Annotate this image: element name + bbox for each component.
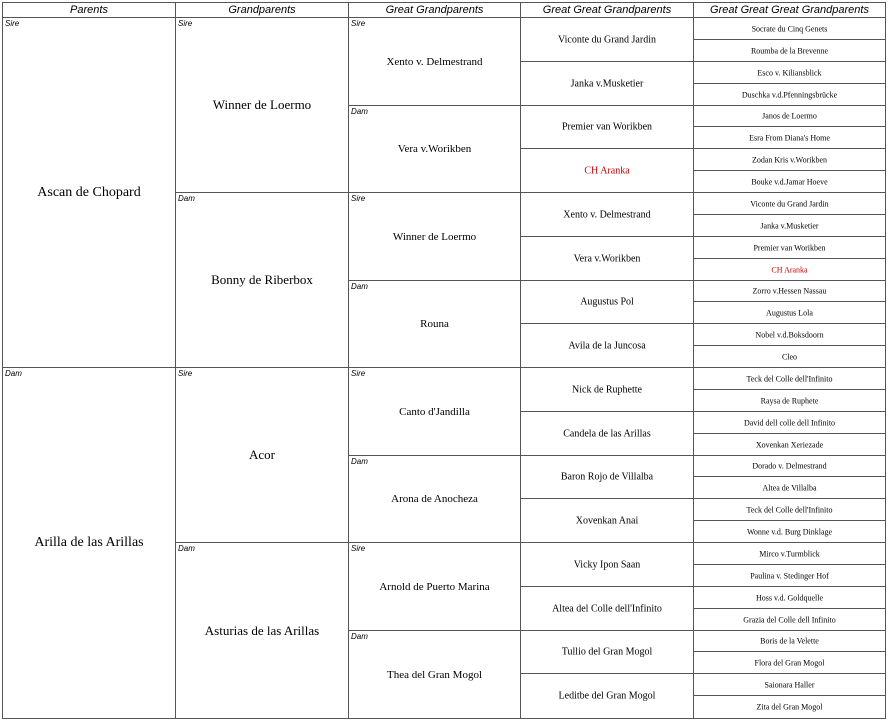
dam-label: Dam <box>178 544 195 553</box>
great-great-grandparent-cell <box>521 193 694 237</box>
great-great-great-grandparent-name: Zorro v.Hessen Nassau <box>752 286 827 296</box>
great-great-great-grandparent-cell <box>694 84 885 106</box>
great-great-grandparent-name: Premier van Worikben <box>561 121 653 133</box>
great-great-grandparent-name: Tullio del Gran Mogol <box>561 646 653 658</box>
great-great-great-grandparent-name: Esco v. Kiliansblick <box>757 68 822 77</box>
great-great-grandparent-cell <box>521 587 694 631</box>
grandparent-cell <box>176 368 349 543</box>
parent-cell <box>3 18 176 368</box>
great-great-great-grandparent-name: Raysa de Ruphete <box>760 396 819 405</box>
great-grandparent-cell <box>349 543 521 631</box>
sire-label: Sire <box>5 19 20 28</box>
great-great-great-grandparent-name: Nobel v.d.Boksdoorn <box>755 330 824 339</box>
great-great-great-grandparent-cell <box>694 456 885 477</box>
great-grandparent-cell <box>349 106 521 193</box>
great-great-great-grandparent-cell <box>694 543 885 565</box>
sire-label: Sire <box>351 194 366 203</box>
great-great-great-grandparent-cell <box>694 565 885 587</box>
sire-label: Sire <box>351 544 366 553</box>
great-great-grandparent-cell <box>521 543 694 587</box>
grandparent-name: Acor <box>249 447 275 462</box>
great-great-great-grandparent-name: Janka v.Musketier <box>760 221 819 230</box>
great-great-great-grandparent-name: Janos de Loermo <box>762 111 817 121</box>
great-great-grandparent-name: Nick de Ruphette <box>572 384 642 395</box>
great-grandparent-name: Arona de Anocheza <box>391 493 478 505</box>
great-great-grandparent-name: CH Aranka <box>584 165 630 176</box>
great-grandparent-name: Thea del Gran Mogol <box>387 668 482 681</box>
great-great-grandparent-name: Viconte du Grand Jardin <box>558 34 656 45</box>
great-great-great-grandparent-cell <box>694 62 885 84</box>
great-great-great-grandparent-cell <box>694 149 885 171</box>
great-great-great-grandparent-cell <box>694 521 885 543</box>
sire-label: Sire <box>178 369 193 378</box>
great-great-great-grandparent-name: Dorado v. Delmestrand <box>752 461 827 471</box>
parent-name: Arilla de las Arillas <box>34 535 144 550</box>
great-great-great-grandparent-name: Grazia del Colle dell Infinito <box>743 615 836 624</box>
great-grandparent-name: Winner de Loermo <box>392 230 477 243</box>
great-great-grandparent-name: Candela de las Arillas <box>563 428 651 439</box>
grandparent-cell <box>176 193 349 368</box>
great-great-great-grandparent-cell <box>694 477 885 499</box>
dam-label: Dam <box>351 632 368 641</box>
great-great-great-grandparent-cell <box>694 215 885 237</box>
parent-name: Ascan de Chopard <box>37 184 141 200</box>
great-great-great-grandparent-name: Esra From Diana's Home <box>749 133 830 142</box>
great-great-great-grandparent-cell <box>694 237 885 259</box>
great-grandparent-cell <box>349 18 521 106</box>
great-great-great-grandparent-name: CH Aranka <box>771 265 808 274</box>
great-great-grandparent-name: Augustus Pol <box>580 296 634 308</box>
great-great-great-grandparent-name: David dell colle dell Infinito <box>743 418 836 427</box>
great-great-great-grandparent-cell <box>694 302 885 324</box>
great-grandparent-name: Rouna <box>420 318 449 330</box>
great-great-grandparent-cell <box>521 368 694 412</box>
great-great-great-grandparent-name: Bouke v.d.Jamar Hoeve <box>751 177 828 186</box>
great-grandparent-cell <box>349 193 521 281</box>
great-great-great-grandparent-name: Hoss v.d. Goldquelle <box>755 593 824 602</box>
great-grandparent-name: Arnold de Puerto Marina <box>379 580 490 593</box>
great-great-great-grandparent-cell <box>694 368 885 390</box>
great-great-grandparent-name: Vicky Ipon Saan <box>573 559 641 570</box>
great-great-great-grandparent-name: Premier van Worikben <box>753 243 826 252</box>
great-great-grandparent-name: Altea del Colle dell'Infinito <box>552 603 662 614</box>
grandparent-cell <box>176 18 349 193</box>
great-great-great-grandparent-name: Zita del Gran Mogol <box>756 702 823 712</box>
great-great-great-grandparent-cell <box>694 171 885 193</box>
great-grandparent-name: Canto d'Jandilla <box>399 405 470 418</box>
great-great-grandparent-cell <box>521 237 694 281</box>
great-great-grandparent-cell <box>521 631 694 674</box>
great-great-great-grandparent-cell <box>694 127 885 149</box>
great-great-grandparent-cell <box>521 456 694 499</box>
great-great-great-grandparent-cell <box>694 412 885 434</box>
great-great-great-grandparent-cell <box>694 696 885 718</box>
great-great-great-grandparent-name: Augustus Lola <box>766 308 813 317</box>
header-great-grandparents: Great Grandparents <box>349 3 521 18</box>
great-great-great-grandparent-cell <box>694 346 885 368</box>
header-grandparents: Grandparents <box>176 3 349 18</box>
grandparent-name: Bonny de Riberbox <box>211 272 313 287</box>
grandparent-name: Asturias de las Arillas <box>204 622 320 638</box>
dam-label: Dam <box>351 282 368 291</box>
great-great-great-grandparent-name: Xovenkan Xeriezade <box>755 440 824 449</box>
great-great-great-grandparent-name: Boris de la Velette <box>760 636 819 646</box>
great-great-grandparent-cell <box>521 62 694 106</box>
great-great-grandparent-name: Avila de la Juncosa <box>568 340 646 351</box>
great-grandparent-name: Vera v.Worikben <box>397 143 472 155</box>
great-great-grandparent-cell <box>521 674 694 718</box>
great-great-great-grandparent-name: Duschka v.d.Pfenningsbrücke <box>741 90 838 99</box>
great-great-great-grandparent-cell <box>694 193 885 215</box>
great-great-great-grandparent-cell <box>694 587 885 609</box>
great-great-grandparent-cell <box>521 106 694 149</box>
great-grandparent-cell <box>349 631 521 718</box>
great-great-grandparent-cell <box>521 499 694 543</box>
great-great-great-grandparent-name: Altea de Villalba <box>762 483 817 492</box>
sire-label: Sire <box>351 19 366 28</box>
great-great-grandparent-name: Janka v.Musketier <box>570 78 644 89</box>
dam-label: Dam <box>351 107 368 116</box>
dam-label: Dam <box>5 369 22 378</box>
great-great-great-grandparent-cell <box>694 259 885 281</box>
great-great-great-grandparent-cell <box>694 40 885 62</box>
great-great-grandparent-cell <box>521 324 694 368</box>
header-great-great-grandparents: Great Great Grandparents <box>521 3 694 18</box>
great-great-great-grandparent-name: Paulina v. Stedinger Hof <box>750 571 829 580</box>
parent-cell <box>3 368 176 718</box>
great-great-great-grandparent-name: Socrate du Cinq Genets <box>751 24 828 33</box>
great-great-grandparent-name: Vera v.Worikben <box>573 253 641 264</box>
great-great-great-grandparent-cell <box>694 499 885 521</box>
great-grandparent-name: Xento v. Delmestrand <box>386 55 483 68</box>
great-great-great-grandparent-name: Wonne v.d. Burg Dinklage <box>746 527 833 536</box>
great-great-great-grandparent-cell <box>694 674 885 696</box>
great-great-great-grandparent-cell <box>694 390 885 412</box>
great-great-great-grandparent-name: Teck del Colle dell'Infinito <box>746 374 833 383</box>
great-great-grandparent-name: Xento v. Delmestrand <box>563 209 651 220</box>
great-great-grandparent-cell <box>521 149 694 193</box>
grandparent-name: Winner de Loermo <box>212 97 312 112</box>
great-great-great-grandparent-cell <box>694 609 885 631</box>
great-great-grandparent-name: Baron Rojo de Villalba <box>560 471 654 483</box>
great-grandparent-cell <box>349 281 521 368</box>
great-great-grandparent-cell <box>521 281 694 324</box>
great-great-grandparent-name: Xovenkan Anai <box>575 515 639 526</box>
great-great-great-grandparent-name: Roumba de la Brevenne <box>750 46 829 55</box>
great-great-great-grandparent-cell <box>694 434 885 456</box>
dam-label: Dam <box>351 457 368 466</box>
great-great-great-grandparent-cell <box>694 106 885 127</box>
great-great-great-grandparent-name: Zodan Kris v.Worikben <box>751 155 828 164</box>
great-great-great-grandparent-name: Flora del Gran Mogol <box>754 658 825 667</box>
great-grandparent-cell <box>349 456 521 543</box>
header-great-great-great-grandparents: Great Great Great Grandparents <box>694 3 885 18</box>
grandparent-cell <box>176 543 349 718</box>
pedigree-table <box>2 2 886 719</box>
great-great-great-grandparent-cell <box>694 652 885 674</box>
great-great-great-grandparent-name: Saionara Haller <box>764 680 815 689</box>
great-great-grandparent-cell <box>521 412 694 456</box>
great-great-great-grandparent-cell <box>694 18 885 40</box>
sire-label: Sire <box>351 369 366 378</box>
great-great-great-grandparent-cell <box>694 631 885 652</box>
header-parents: Parents <box>3 3 176 18</box>
great-grandparent-cell <box>349 368 521 456</box>
great-great-grandparent-cell <box>521 18 694 62</box>
great-great-grandparent-name: Leditbe del Gran Mogol <box>558 690 656 702</box>
dam-label: Dam <box>178 194 195 203</box>
great-great-great-grandparent-cell <box>694 324 885 346</box>
great-great-great-grandparent-name: Mirco v.Turmblick <box>759 549 820 558</box>
great-great-great-grandparent-name: Viconte du Grand Jardin <box>750 199 829 208</box>
great-great-great-grandparent-name: Cleo <box>781 352 798 361</box>
sire-label: Sire <box>178 19 193 28</box>
great-great-great-grandparent-name: Teck del Colle dell'Infinito <box>746 505 833 514</box>
great-great-great-grandparent-cell <box>694 281 885 302</box>
